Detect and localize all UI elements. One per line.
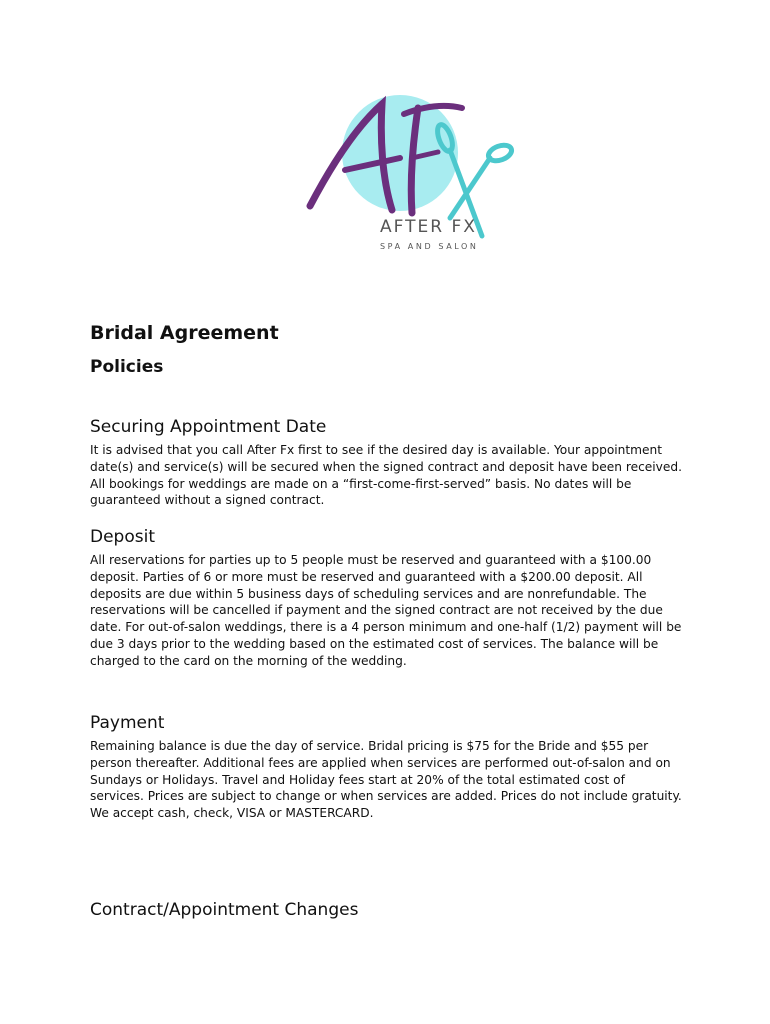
section-body: All reservations for parties up to 5 people must be reserved and guaranteed with a $100.00 deposit. Parties of 6 or more must be reserved and guaranteed with a $200.00 deposit. All deposits are due within 5 business days of scheduling services and are nonrefundable. The reservations will be cancelled if payment and the signed contract are not received by the due date. For out-of-salon weddings, there is a 4 person minimum and one-half (1/2) payment will be due 3 days prior to the wedding based on the estimated cost of services. The balance will be charged to the card on the morning of the wedding.	[90, 553, 682, 668]
logo-tagline-text: SPA AND SALON	[380, 242, 479, 251]
logo-graphic	[300, 88, 520, 258]
logo-circle	[342, 95, 458, 211]
section-heading: Payment	[90, 713, 165, 733]
section-body: Remaining balance is due the day of service. Bridal pricing is $75 for the Bride and $55 per person thereafter. Additional fees are applied when services are performed out-of-salon and on Sundays or Holidays. Travel and Holiday fees start at 20% of the total estimated cost of services. Prices are subject to change or when services are added. Prices do not include gratuity. We accept cash, check, VISA or MASTERCARD.	[90, 739, 682, 821]
section-securing-appointment-date	[90, 414, 690, 509]
document-header	[90, 318, 690, 382]
logo-brand-text: AFTER FX	[380, 217, 477, 237]
document-subtitle: Policies	[90, 357, 164, 377]
section-body: It is advised that you call After Fx first to see if the desired day is available. Your appointment date(s) and service(s) will be secured when the signed contract and deposit have been received. All bookings for weddings are made on a “first-come-first-served” basis. No dates will be guaranteed without a signed contract.	[90, 443, 682, 508]
section-heading: Deposit	[90, 527, 155, 547]
section-heading: Securing Appointment Date	[90, 417, 327, 437]
document-title: Bridal Agreement	[90, 322, 279, 344]
section-deposit	[90, 524, 690, 670]
section-heading: Contract/Appointment Changes	[90, 900, 359, 920]
section-payment	[90, 710, 690, 822]
section-contract-appointment-changes	[90, 897, 690, 923]
after-fx-logo	[300, 88, 520, 258]
